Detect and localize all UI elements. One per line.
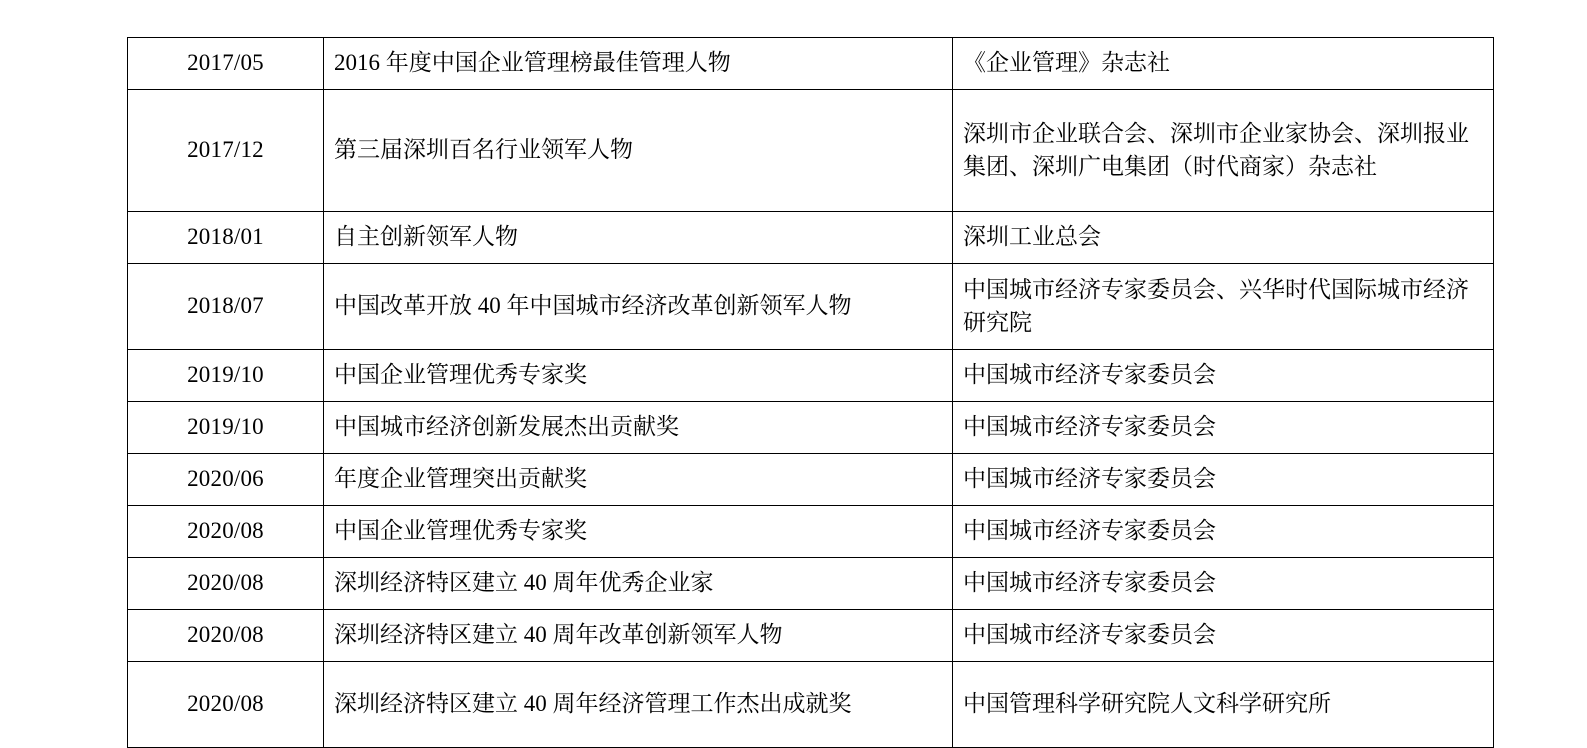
table-cell-date [128, 610, 324, 662]
table-cell-org [953, 558, 1494, 610]
table-row [128, 212, 1494, 264]
table-cell-award [324, 212, 953, 264]
table-row [128, 350, 1494, 402]
table-cell-award [324, 506, 953, 558]
org-text: 中国城市经济专家委员会 [963, 466, 1216, 492]
table-cell-date [128, 662, 324, 748]
date-text: 2020/08 [187, 691, 264, 717]
table-cell-award [324, 38, 953, 90]
org-text: 中国城市经济专家委员会 [963, 362, 1216, 388]
table-cell-org [953, 454, 1494, 506]
date-text: 2020/08 [187, 622, 264, 648]
table-cell-org [953, 402, 1494, 454]
table-cell-org [953, 264, 1494, 350]
org-text: 深圳市企业联合会、深圳市企业家协会、深圳报业集团、深圳广电集团（时代商家）杂志社 [963, 120, 1469, 179]
table-cell-award [324, 662, 953, 748]
awards-table-wrapper [127, 37, 1469, 748]
date-text: 2017/12 [187, 137, 264, 163]
table-row [128, 264, 1494, 350]
org-text: 中国管理科学研究院人文科学研究所 [963, 691, 1331, 717]
table-cell-award [324, 454, 953, 506]
org-text: 中国城市经济专家委员会 [963, 570, 1216, 596]
date-text: 2019/10 [187, 362, 264, 388]
award-text: 中国城市经济创新发展杰出贡献奖 [334, 414, 679, 440]
award-text: 深圳经济特区建立 40 周年优秀企业家 [334, 570, 714, 596]
table-row [128, 454, 1494, 506]
date-text: 2020/08 [187, 518, 264, 544]
org-text: 中国城市经济专家委员会 [963, 518, 1216, 544]
org-text: 中国城市经济专家委员会、兴华时代国际城市经济研究院 [963, 276, 1469, 335]
org-text: 深圳工业总会 [963, 224, 1101, 250]
date-text: 2019/10 [187, 414, 264, 440]
award-text: 年度企业管理突出贡献奖 [334, 466, 587, 492]
table-cell-award [324, 610, 953, 662]
table-cell-org [953, 506, 1494, 558]
table-cell-date [128, 264, 324, 350]
table-cell-award [324, 558, 953, 610]
table-cell-org [953, 610, 1494, 662]
date-text: 2017/05 [187, 50, 264, 76]
table-cell-date [128, 38, 324, 90]
table-cell-date [128, 212, 324, 264]
awards-table [127, 37, 1494, 748]
date-text: 2018/07 [187, 293, 264, 319]
date-text: 2020/08 [187, 570, 264, 596]
award-text: 自主创新领军人物 [334, 224, 518, 250]
date-text: 2020/06 [187, 466, 264, 492]
table-cell-award [324, 350, 953, 402]
org-text: 《企业管理》杂志社 [963, 50, 1170, 76]
table-cell-org [953, 662, 1494, 748]
table-cell-date [128, 350, 324, 402]
table-cell-org [953, 350, 1494, 402]
award-text: 深圳经济特区建立 40 周年改革创新领军人物 [334, 622, 783, 648]
award-text: 中国企业管理优秀专家奖 [334, 518, 587, 544]
award-text: 中国改革开放 40 年中国城市经济改革创新领军人物 [334, 293, 852, 319]
table-cell-date [128, 402, 324, 454]
table-cell-org [953, 90, 1494, 212]
table-cell-award [324, 264, 953, 350]
awards-table-body [128, 38, 1494, 748]
date-text: 2018/01 [187, 224, 264, 250]
table-cell-date [128, 90, 324, 212]
table-cell-org [953, 212, 1494, 264]
table-cell-award [324, 90, 953, 212]
table-cell-date [128, 558, 324, 610]
table-row [128, 402, 1494, 454]
table-cell-date [128, 506, 324, 558]
table-cell-org [953, 38, 1494, 90]
table-row [128, 506, 1494, 558]
org-text: 中国城市经济专家委员会 [963, 414, 1216, 440]
table-cell-award [324, 402, 953, 454]
table-row [128, 610, 1494, 662]
table-row [128, 662, 1494, 748]
award-text: 2016 年度中国企业管理榜最佳管理人物 [334, 50, 731, 76]
award-text: 第三届深圳百名行业领军人物 [334, 137, 633, 163]
award-text: 深圳经济特区建立 40 周年经济管理工作杰出成就奖 [334, 691, 852, 717]
org-text: 中国城市经济专家委员会 [963, 622, 1216, 648]
table-row [128, 90, 1494, 212]
table-row [128, 38, 1494, 90]
table-cell-date [128, 454, 324, 506]
table-row [128, 558, 1494, 610]
award-text: 中国企业管理优秀专家奖 [334, 362, 587, 388]
